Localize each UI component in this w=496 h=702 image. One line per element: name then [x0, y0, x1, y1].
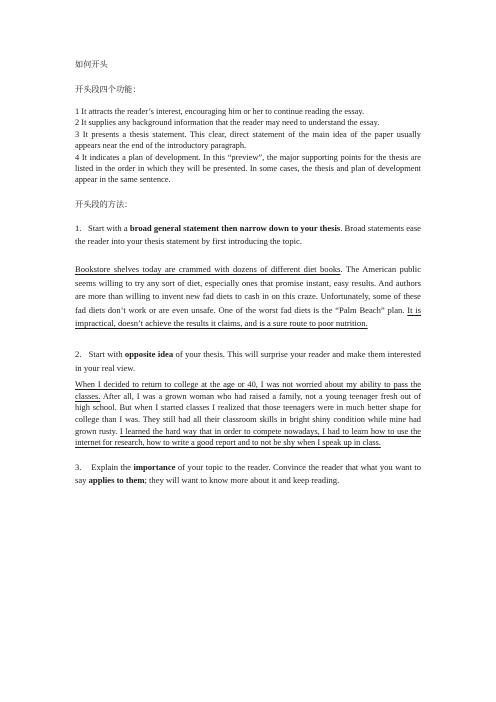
method-3: [75, 461, 421, 488]
example-1-underlined-thesis: It is impractical, doesn’t achieve the results it claims, and is a sure route to poor nutrition.: [75, 304, 421, 329]
method-1-lead: Start with a: [88, 222, 128, 233]
functions-heading: 开头段四个功能：: [75, 84, 141, 94]
example-1-underlined-start: Bookstore shelves today are crammed with dozens of different diet books: [75, 264, 341, 275]
document-page: [75, 58, 421, 488]
method-2-number: 2.: [75, 349, 82, 359]
example-1: [75, 263, 421, 331]
method-1-bold: broad general statement then narrow down to your thesis: [129, 222, 341, 233]
method-3-number: 3.: [75, 461, 82, 472]
example-1-body: . The American public seems willing to try any sort of diet, especially ones that promise instant, easy results. And authors are more than willing to invent new fad diets to cash in on this craze. Unfortunately, some of these fad diets don’t work or are even unsafe. One of the worst fad diets is the “Palm Beach” plan.: [75, 264, 422, 315]
method-1: [75, 222, 421, 249]
method-2: [75, 348, 421, 375]
method-3-bold-applies: applies to them: [88, 475, 145, 486]
example-2-body: After all, I was a grown woman who had raised a family, not a young teenager fresh out of high school. But when I started classes I realized that those teenagers were in much better shape for college than I was. They still had all their classroom skills in bright shiny condition while mine had grown rusty.: [75, 391, 421, 436]
doc-title: 如何开头: [75, 59, 108, 69]
method-2-bold: opposite idea: [124, 349, 174, 359]
example-2-underlined-thesis: I learned the hard way that in order to compete nowadays, I had to learn how to use the internet for research, how to write a good report and to not be shy when I speak up in class.: [75, 426, 421, 448]
function-item-2: 2 It supplies any background information that the reader may need to understand the essay.: [75, 118, 380, 128]
method-3-rest: ; they will want to know more about it and keep reading.: [144, 475, 340, 486]
function-item-4: 4 It indicates a plan of development. In this “preview”, the major supporting points for the thesis are listed in the order in which they will be presented. In some cases, the thesis and plan of development appear in the same sentence.: [75, 152, 421, 185]
methods-heading: 开头段的方法：: [75, 198, 133, 209]
example-2: [75, 379, 421, 449]
method-2-lead: Start with: [88, 349, 123, 359]
method-2-rest: of your thesis. This will surprise your reader and make them interested in your real view.: [75, 349, 421, 373]
function-item-1: 1 It attracts the reader’s interest, encouraging him or her to continue reading the essay.: [75, 107, 365, 116]
method-3-mid: of your topic to the reader. Convince the reader that what you want to say: [75, 461, 422, 486]
method-3-lead: Explain the: [91, 461, 131, 472]
method-1-rest: . Broad statements ease the reader into your thesis statement by first introducing the topic.: [75, 222, 421, 247]
method-3-bold-importance: importance: [133, 461, 176, 472]
functions-list: [75, 106, 421, 186]
example-2-underlined-start: When I decided to return to college at the age or 40, I was not worried about my ability to pass the classes.: [75, 380, 421, 401]
method-1-number: 1.: [75, 222, 82, 233]
function-item-3: 3 It presents a thesis statement. This clear, direct statement of the main idea of the paper usually appears near the end of the introductory paragraph.: [75, 129, 421, 151]
